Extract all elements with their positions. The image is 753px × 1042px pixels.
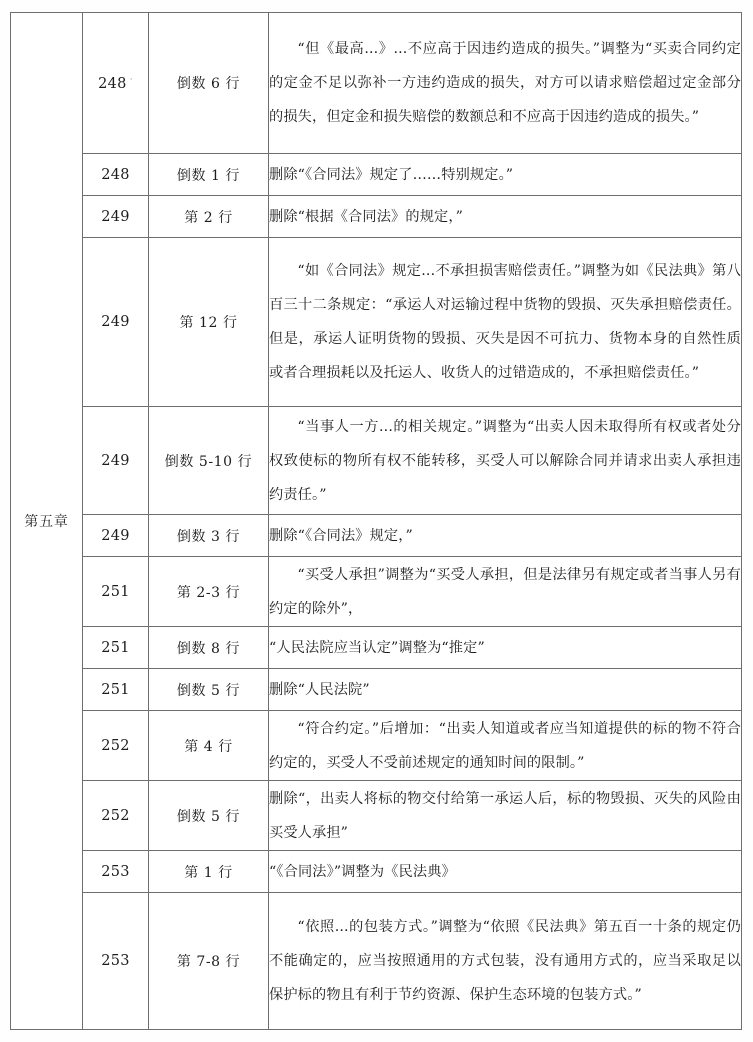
page-number-cell: 251 xyxy=(83,557,149,627)
page-number-cell: 251 xyxy=(83,669,149,711)
page-number-cell: 249 xyxy=(83,407,149,515)
amendment-content-cell xyxy=(269,851,742,893)
line-locator-cell: 第 2 行 xyxy=(149,196,269,238)
amendment-text: “但《最高...》...不应高于因违约造成的损失。”调整为“买卖合同约定的定金不足以弥补一方违约造成的损失，对方可以请求赔偿超过定金部分的损失，但定金和损失赔偿的数额总和不应高于因违约造成的损失。” xyxy=(269,41,741,125)
amendment-table xyxy=(10,12,742,1030)
table-row xyxy=(11,893,742,1030)
amendment-content-cell xyxy=(269,627,742,669)
amendment-content-cell xyxy=(269,781,742,851)
line-locator-cell: 第 2-3 行 xyxy=(149,557,269,627)
amendment-text: “当事人一方...的相关规定。”调整为“出卖人因未取得所有权或者处分权致使标的物所有权不能转移，买受人可以解除合同并请求出卖人承担违约责任。” xyxy=(269,418,741,503)
line-locator-cell: 第 7-8 行 xyxy=(149,893,269,1030)
amendment-content-cell xyxy=(269,557,742,627)
table-row xyxy=(11,627,742,669)
amendment-text: 删除“人民法院” xyxy=(269,681,370,698)
page-number-cell: 248 · xyxy=(83,13,149,154)
page-number-cell: 252 xyxy=(83,711,149,781)
page-number-cell: 253 xyxy=(83,851,149,893)
page-number-cell: 248 xyxy=(83,154,149,196)
page-number-cell: 251 xyxy=(83,627,149,669)
amendment-content-cell xyxy=(269,669,742,711)
scan-artifact-mark: · xyxy=(129,74,133,85)
amendment-text: “人民法院应当认定”调整为“推定” xyxy=(269,639,485,656)
line-locator-cell: 第 12 行 xyxy=(149,238,269,407)
line-locator-cell: 第 4 行 xyxy=(149,711,269,781)
line-locator-cell: 倒数 8 行 xyxy=(149,627,269,669)
line-locator-cell: 倒数 6 行 xyxy=(149,13,269,154)
amendment-text: “符合约定。”后增加：“出卖人知道或者应当知道提供的标的物不符合约定的，买受人不受前述规定的通知时间的限制。” xyxy=(269,720,741,771)
table-row xyxy=(11,557,742,627)
line-locator-cell: 倒数 5 行 xyxy=(149,669,269,711)
amendment-text: “买受人承担”调整为“买受人承担，但是法律另有规定或者当事人另有约定的除外”， xyxy=(269,566,741,617)
amendment-content-cell xyxy=(269,711,742,781)
amendment-text: 删除“《合同法》规定，” xyxy=(269,527,413,544)
table-row xyxy=(11,669,742,711)
line-locator-cell: 第 1 行 xyxy=(149,851,269,893)
table-row xyxy=(11,781,742,851)
line-locator-cell: 倒数 5-10 行 xyxy=(149,407,269,515)
page-number-cell: 249 xyxy=(83,238,149,407)
table-row xyxy=(11,515,742,557)
table-row xyxy=(11,711,742,781)
amendment-content-cell xyxy=(269,13,742,154)
amendment-content-cell xyxy=(269,196,742,238)
line-locator-cell: 倒数 1 行 xyxy=(149,154,269,196)
amendment-text: 删除“根据《合同法》的规定，” xyxy=(269,208,463,225)
amendment-content-cell xyxy=(269,893,742,1030)
line-locator-cell: 倒数 3 行 xyxy=(149,515,269,557)
amendment-text: 删除“，出卖人将标的物交付给第一承运人后，标的物毁损、灭失的风险由买受人承担” xyxy=(269,790,741,841)
line-locator-cell: 倒数 5 行 xyxy=(149,781,269,851)
amendment-text: 删除“《合同法》规定了……特别规定。” xyxy=(269,166,514,183)
amendment-text: “如《合同法》规定...不承担损害赔偿责任。”调整为如《民法典》第八百三十二条规定：“承运人对运输过程中货物的毁损、灭失承担赔偿责任。但是，承运人证明货物的毁损、灭失是因不可抗力、货物本身的自然性质或者合理损耗以及托运人、收货人的过错造成的，不承担赔偿责任。” xyxy=(269,263,741,381)
table-row xyxy=(11,238,742,407)
table-row xyxy=(11,196,742,238)
amendment-content-cell xyxy=(269,238,742,407)
table-row xyxy=(11,851,742,893)
table-body xyxy=(11,13,742,1030)
amendment-text: “《合同法》”调整为《民法典》 xyxy=(269,863,456,880)
amendment-content-cell xyxy=(269,407,742,515)
page-number-cell: 253 xyxy=(83,893,149,1030)
page-number-cell: 252 xyxy=(83,781,149,851)
page-number-cell: 249 xyxy=(83,515,149,557)
table-row xyxy=(11,154,742,196)
amendment-text: “依照...的包装方式。”调整为“依照《民法典》第五百一十条的规定仍不能确定的，应当按照通用的方式包装，没有通用方式的，应当采取足以保护标的物且有利于节约资源、保护生态环境的包装方式。” xyxy=(269,919,741,1003)
table-row xyxy=(11,13,742,154)
amendment-content-cell xyxy=(269,515,742,557)
chapter-cell: 第五章 xyxy=(11,13,83,1030)
amendment-content-cell xyxy=(269,154,742,196)
page-number-cell: 249 xyxy=(83,196,149,238)
table-row xyxy=(11,407,742,515)
